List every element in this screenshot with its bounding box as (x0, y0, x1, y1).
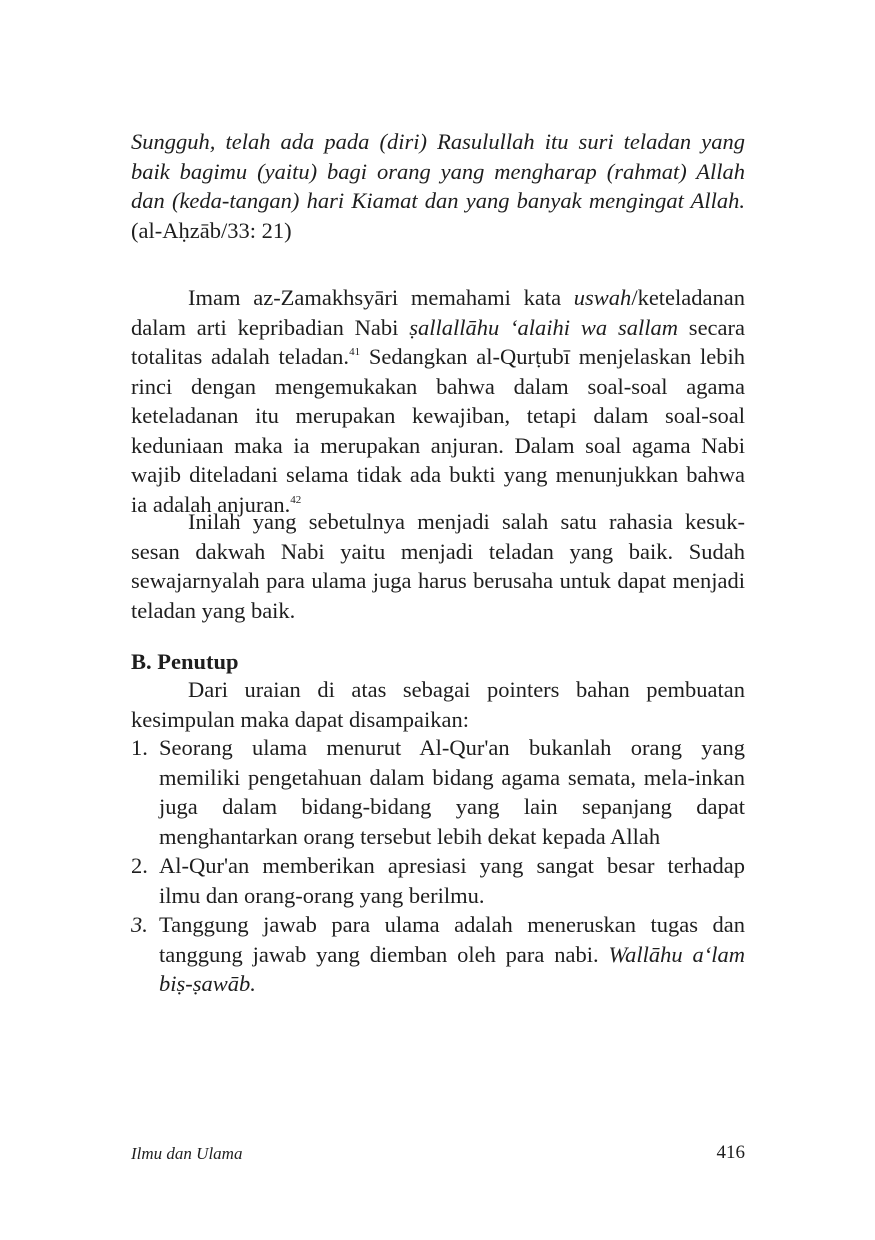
running-footer-title: Ilmu dan Ulama (131, 1144, 243, 1163)
list-item (131, 733, 745, 851)
conclusion-list (131, 733, 745, 999)
list-item (131, 851, 745, 910)
paragraph-conclusion-intro: Dari uraian di atas sebagai pointers bahan pembuatan kesimpulan maka dapat disampaikan: (131, 677, 745, 732)
footnote-ref-41[interactable]: 41 (349, 346, 361, 358)
list-item-number: 2. (131, 853, 148, 878)
section-heading: B. Penutup (131, 649, 239, 674)
para1-text-1: Imam az-Zamakhsyāri memahami kata (188, 285, 574, 310)
list-item (131, 910, 745, 999)
quran-translation-quote (131, 127, 745, 245)
list-item-text: Tanggung jawab para ulama adalah meneruskan tugas dan tanggung jawab yang diemban oleh para nabi. (159, 912, 745, 967)
closing-phrase: Wallāhu a‘lam biṣ-ṣawāb. (159, 941, 745, 996)
footnote-ref-42[interactable]: 42 (290, 493, 302, 506)
para1-term-uswah: uswah (573, 285, 632, 310)
paragraph-dakwah: Inilah yang sebetulnya menjadi salah satu rahasia kesuk-sesan dakwah Nabi yaitu menjadi teladan yang baik. Sudah sewajarnyalah para ulama juga harus berusaha untuk dapat menjadi teladan yang baik. (131, 509, 745, 623)
list-item-number: 3. (131, 912, 148, 937)
para1-text-2: /keteladanan dalam arti kepribadian Nabi (131, 285, 745, 340)
page-number: 416 (716, 1142, 745, 1163)
list-item-text: Seorang ulama menurut Al-Qur'an bukanlah orang yang memiliki pengetahuan dalam bidang agama semata, mela-inkan juga dalam bidang-bidang yang lain sepanjang dapat menghantarkan orang tersebut lebih dekat kepada Allah (159, 735, 745, 849)
quote-reference: (al-Aḥzāb/33: 21) (131, 217, 292, 243)
list-item-number: 1. (131, 735, 148, 760)
paragraph-uswah (131, 283, 745, 519)
quote-translation-text: Sungguh, telah ada pada (diri) Rasulullah itu suri teladan yang baik bagimu (yaitu) bagi orang yang mengharap (rahmat) Allah dan (keda-tangan) hari Kiamat dan yang banyak mengingat Allah. (131, 129, 745, 213)
para1-salawat: ṣallallāhu ‘alaihi wa sallam (409, 314, 678, 340)
para1-text-3: secara totalitas adalah teladan. (131, 314, 746, 369)
para1-text-4: Sedangkan al-Qurṭubī menjelaskan lebih rinci dengan mengemukakan bahwa dalam soal-soal agama keteladanan itu merupakan kewajiban, tetapi dalam soal-soal keduniaan maka ia merupakan anjuran. Dalam soal agama Nabi wajib diteladani selama tidak ada bukti yang menunjukkan bahwa ia adalah anjuran. (131, 344, 745, 517)
list-item-text: Al-Qur'an memberikan apresiasi yang sangat besar terhadap ilmu dan orang-orang yang berilmu. (159, 853, 745, 908)
